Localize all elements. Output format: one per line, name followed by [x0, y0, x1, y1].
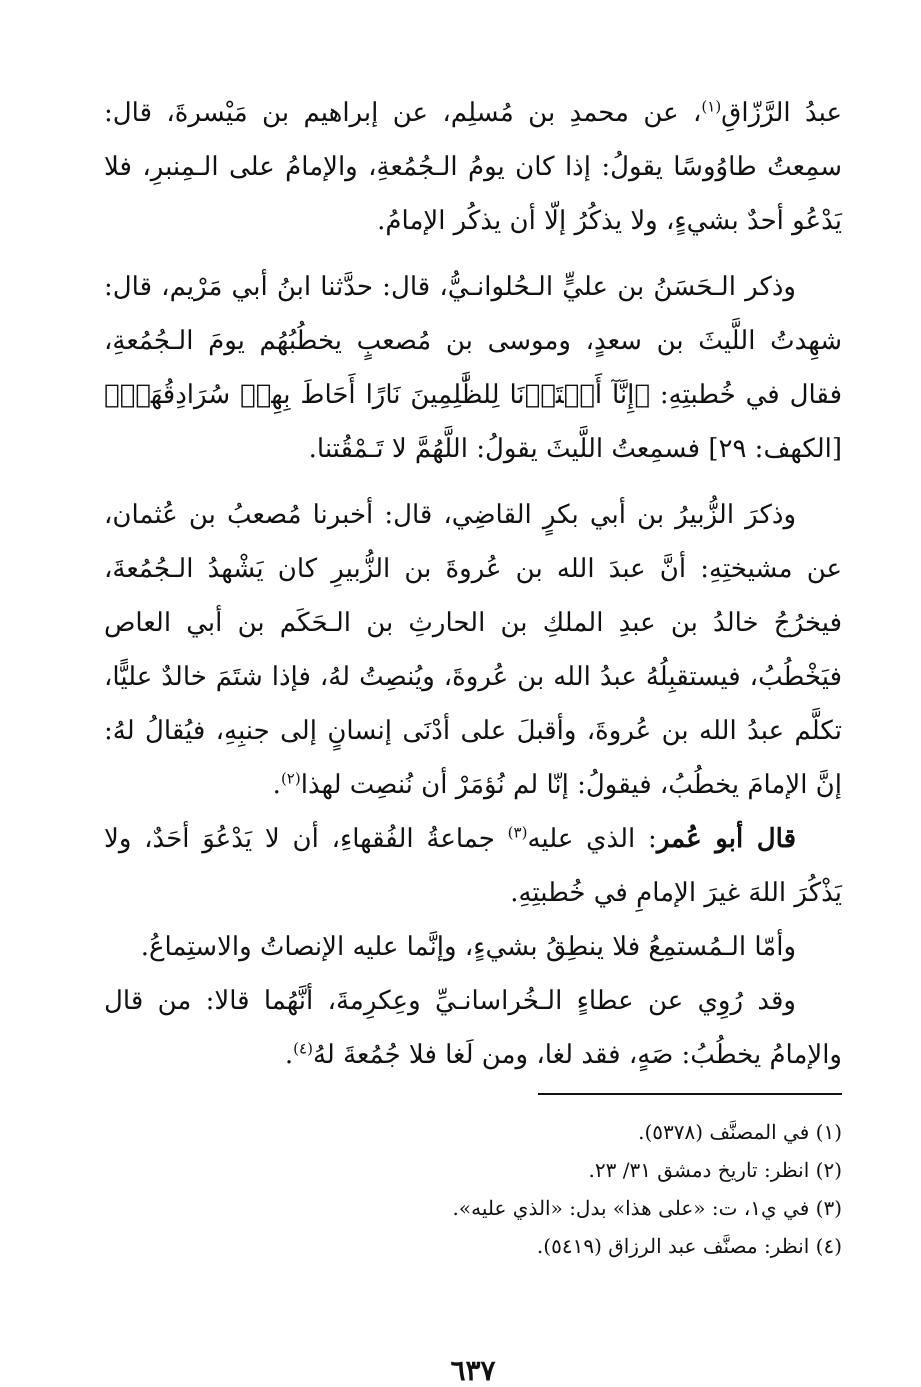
paragraph-1-text-start: عبدُ الرَّزّاقِ [721, 98, 842, 128]
paragraph-2 [104, 260, 842, 476]
paragraph-6-text: وقد رُوِي عن عطاءٍ الـخُراسانـيِّ وعِكرِمةَ، أنَّهُما قالا: من قال والإمامُ يخطُبُ: صَهٍ، فقد لغا، ومن لَغا فلا جُمُعةَ لهُ [104, 986, 842, 1070]
paragraph-1-text-end: ، عن محمدِ بن مُسلِم، عن إبراهيم بن مَيْسرةَ، قال: سمِعتُ طاوُوسًا يقولُ: إذا كان يومُ الـجُمُعةِ، والإمامُ على الـمِنبرِ، فلا يَدْعُو أحدٌ بشيءٍ، ولا يذكُرُ إلّا أن يذكُر الإمامُ. [104, 98, 842, 236]
footnote-2: (٢) انظر: تاريخ دمشق ٣١/ ٢٣. [588, 1158, 842, 1182]
paragraph-gap [104, 476, 842, 488]
paragraph-4-text-end: جماعةُ الفُقهاءِ، أن لا يَدْعُوَ أحَدٌ، ولا يَذْكُرَ اللهَ غيرَ الإمامِ في خُطبتِهِ. [104, 824, 842, 908]
paragraph-5 [104, 920, 842, 974]
footnote-3: (٣) في ي١، ت: «على هذا» بدل: «الذي عليه». [452, 1196, 842, 1220]
footnote-4: (٤) انظر: مصنَّف عبد الرزاق (٥٤١٩). [536, 1234, 842, 1258]
paragraph-gap [104, 248, 842, 260]
footnote-marker-3: (٣) [507, 823, 528, 842]
paragraph-4 [104, 812, 842, 920]
paragraph-3-text: وذكرَ الزُّبيرُ بن أبي بكرٍ القاضِي، قال: أخبرنا مُصعبُ بن عُثمان، عن مشيختِهِ: أنَّ عبدَ الله بن عُروةَ بن الزُّبيرِ كان يَشْهدُ الـجُمُعةَ، فيخرُجُ خالدُ بن عبدِ الملكِ بن الحارثِ بن الـحَكَم بن أبي العاص فيَخْطُبُ، فيستقبِلُهُ عبدُ الله بن عُروةَ، ويُنصِتُ لهُ، فإذا شتَمَ خالدٌ عليًّا، تكلَّم عبدُ الله بن عُروةَ، وأقبلَ على أدْنَى إنسانٍ إلى جنبِهِ، فيُقالُ لهُ: إنَّ الإمامَ يخطُبُ، فيقولُ: إنّا لم نُؤمَرْ أن نُنصِت لهذا [104, 500, 842, 800]
footnotes [104, 1113, 842, 1265]
paragraph-5-text: وأمّا الـمُستمِعُ فلا ينطِقُ بشيءٍ، وإنَّما عليه الإنصاتُ والاستِماعُ. [140, 932, 796, 962]
paragraph-6-text-end: . [284, 1040, 294, 1070]
paragraph-2-text: وذكر الـحَسَنُ بن عليٍّ الـحُلوانـيُّ، قال: حدَّثنا ابنُ أبي مَرْيم، قال: شهِدتُ اللَّيثَ بن سعدٍ، وموسى بن مُصعبٍ يخطُبُهُم يومَ الـجُمُعةِ، فقال في خُطبتِهِ: ﴿إِنَّآ أَعۡتَدۡنَا لِلظَّٰلِمِينَ نَارًا أَحَاطَ بِهِمۡ سُرَادِقُهَاۚ﴾ [الكهف: ٢٩] فسمِعتُ اللَّيثَ يقولُ: اللَّهُمَّ لا تَـمْقُتنا. [104, 272, 842, 464]
paragraph-1 [104, 86, 842, 248]
paragraph-4-text-start: : الذي عليه [527, 824, 657, 854]
footnote-separator [538, 1093, 842, 1095]
paragraph-3 [104, 488, 842, 812]
footnote-marker-4: (٤) [293, 1039, 313, 1058]
paragraph-3-text-end: . [272, 770, 281, 800]
footnote-marker-1: (١) [701, 97, 722, 116]
book-page [104, 86, 842, 1387]
footnote-marker-2: (٢) [280, 769, 301, 788]
footnote-1: (١) في المصنَّف (٥٣٧٨). [638, 1120, 842, 1144]
page-number: ٦٣٧ [450, 1354, 496, 1387]
paragraph-6 [104, 974, 842, 1082]
speaker-label: قال أبو عُمر [656, 824, 796, 854]
